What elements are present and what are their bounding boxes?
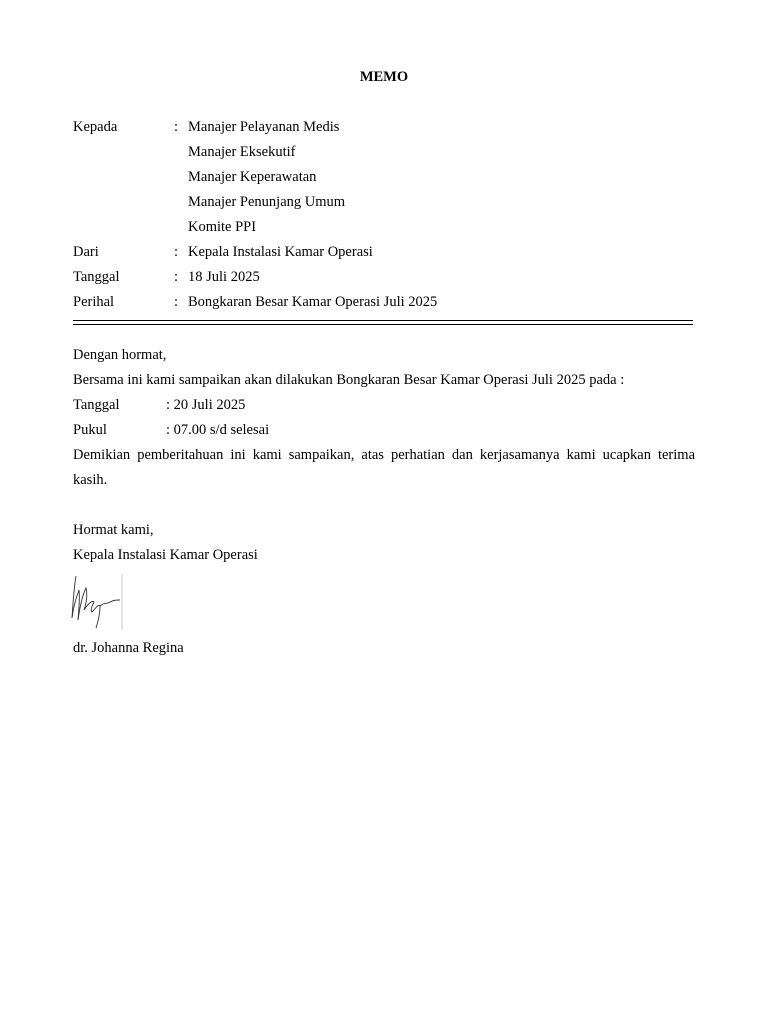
recipient-item: Manajer Keperawatan [188, 169, 317, 185]
subject-label: Perihal [73, 294, 115, 310]
date-value: 18 Juli 2025 [188, 269, 260, 285]
header-row-recipient [73, 217, 693, 242]
header-row-recipient [73, 192, 693, 217]
header-row-to [73, 117, 693, 142]
intro-paragraph: Bersama ini kami sampaikan akan dilakukan Bongkaran Besar Kamar Operasi Juli 2025 pada : [73, 372, 625, 388]
greeting: Dengan hormat, [73, 347, 167, 363]
header-row-recipient [73, 142, 693, 167]
header-row-subject [73, 292, 693, 317]
from-value: Kepala Instalasi Kamar Operasi [188, 244, 373, 260]
memo-body [73, 343, 695, 493]
from-label: Dari [73, 244, 99, 260]
header-row-recipient [73, 167, 693, 192]
event-date-row [73, 393, 695, 418]
header-divider [73, 320, 693, 325]
event-time-label: Pukul [73, 422, 107, 438]
signer-name: dr. Johanna Regina [73, 640, 184, 656]
signer-position: Kepala Instalasi Kamar Operasi [73, 547, 258, 563]
signature-image [70, 570, 126, 632]
event-time-value: : 07.00 s/d selesai [166, 422, 270, 438]
event-time-row [73, 418, 695, 443]
recipient-item: Manajer Eksekutif [188, 144, 296, 160]
signoff-block [73, 518, 258, 568]
to-label: Kepada [73, 119, 118, 135]
to-colon: : [174, 119, 179, 135]
subject-value: Bongkaran Besar Kamar Operasi Juli 2025 [188, 294, 438, 310]
from-colon: : [174, 244, 179, 260]
recipient-item: Manajer Penunjang Umum [188, 194, 346, 210]
regards-text: Hormat kami, [73, 522, 154, 538]
date-colon: : [174, 269, 179, 285]
event-date-value: : 20 Juli 2025 [166, 397, 246, 413]
recipient-item: Komite PPI [188, 219, 257, 235]
recipient-item: Manajer Pelayanan Medis [188, 119, 340, 135]
subject-colon: : [174, 294, 179, 310]
memo-title: MEMO [359, 69, 409, 85]
date-label: Tanggal [73, 269, 120, 285]
closing-paragraph: Demikian pemberitahuan ini kami sampaikan, atas perhatian dan kerjasamanya kami ucapkan terima kasih. [73, 447, 695, 488]
event-date-label: Tanggal [73, 397, 120, 413]
header-row-from [73, 242, 693, 267]
header-row-date [73, 267, 693, 292]
memo-header [73, 117, 693, 317]
